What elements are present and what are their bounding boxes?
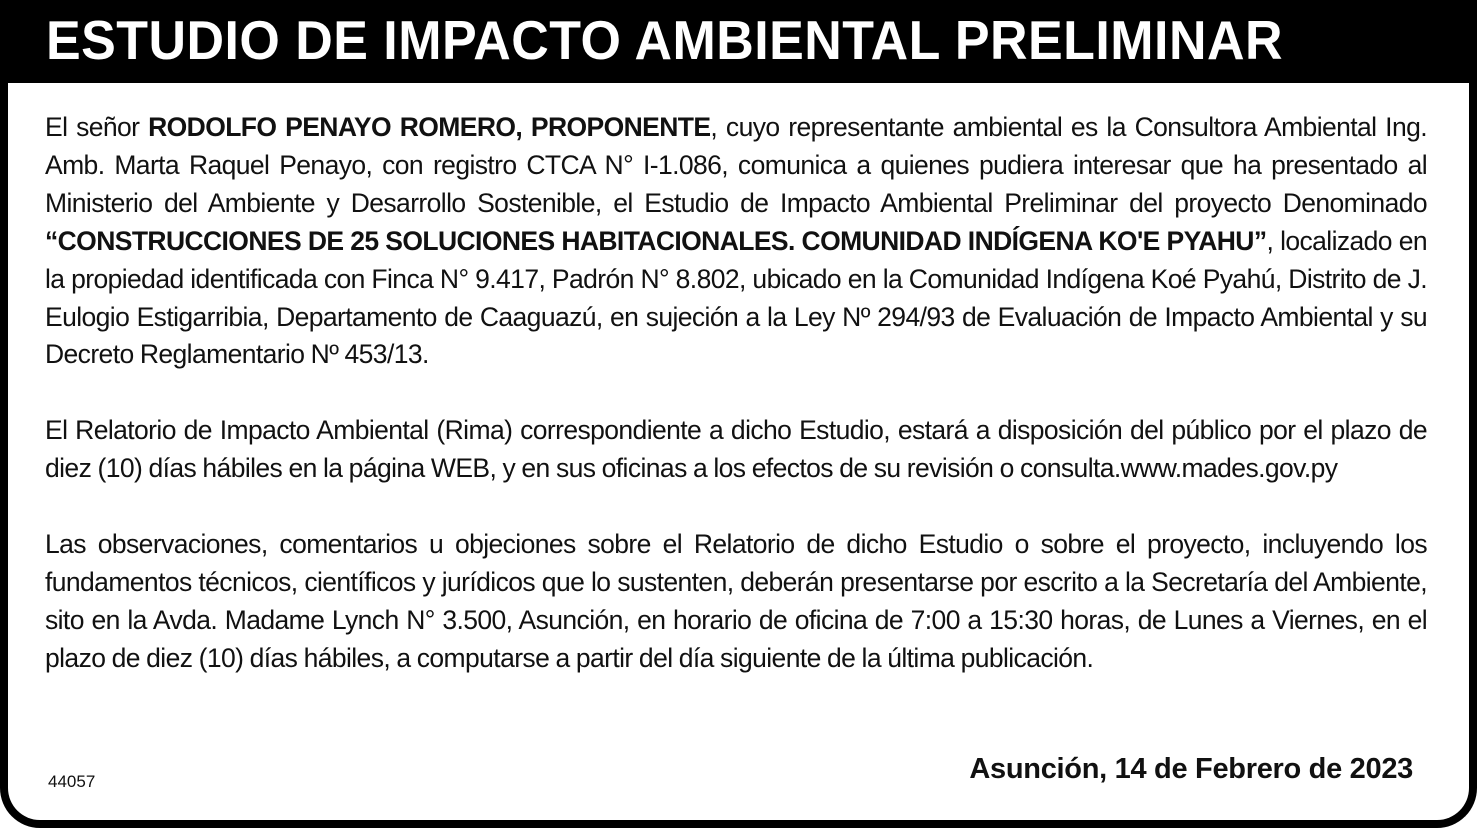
paragraph-rima-availability: El Relatorio de Impacto Ambiental (Rima) correspondiente a dicho Estudio, estará a disposición del público por el plazo de diez (10) días hábiles en la página WEB, y en sus oficinas a los efectos de su revisión o consulta.www.mades.gov.py <box>45 415 1427 484</box>
project-location: , localizado en la propiedad identificada con Finca N° 9.417, Padrón N° 8.802, ubicado en la Comunidad Indígena Koé Pyahú, Distrito de J. Eulogio Estigarribia, Departamento de Caaguazú, en sujeción a la Ley Nº 294/93 de Evaluación de Impacto Ambiental y su Decreto Reglamentario Nº 453/13. <box>45 225 1427 370</box>
notice-body <box>45 109 1427 716</box>
announcement-details: , cuyo representante ambiental es la Consultora Ambiental Ing. Amb. Marta Raquel Penayo, con registro CTCA N° I-1.086, comunica a quienes pudiera interesar que ha presentado al Ministerio del Ambiente y Desarrollo Sostenible, el Estudio de Impacto Ambiental Preliminar del proyecto Denominado <box>45 112 1427 218</box>
paragraph-observations: Las observaciones, comentarios u objeciones sobre el Relatorio de dicho Estudio o sobre el proyecto, incluyendo los fundamentos técnicos, científicos y jurídicos que lo sustenten, deberán presentarse por escrito a la Secretaría del Ambiente, sito en la Avda. Madame Lynch N° 3.500, Asunción, en horario de oficina de 7:00 a 15:30 horas, de Lunes a Viernes, en el plazo de diez (10) días hábiles, a computarse a partir del día siguiente de la última publicación. <box>45 529 1427 673</box>
proponent-name: RODOLFO PENAYO ROMERO, PROPONENTE <box>148 112 711 142</box>
paragraph-announcement <box>45 109 1427 374</box>
reference-number: 44057 <box>48 772 96 791</box>
notice-title: ESTUDIO DE IMPACTO AMBIENTAL PRELIMINAR <box>46 9 1283 71</box>
title-banner <box>8 0 1469 83</box>
place-date: Asunción, 14 de Febrero de 2023 <box>969 753 1413 785</box>
announcement-intro: El señor <box>45 112 149 142</box>
project-name: “CONSTRUCCIONES DE 25 SOLUCIONES HABITACIONALES. COMUNIDAD INDÍGENA KO'E PYAHU” <box>45 225 1267 256</box>
